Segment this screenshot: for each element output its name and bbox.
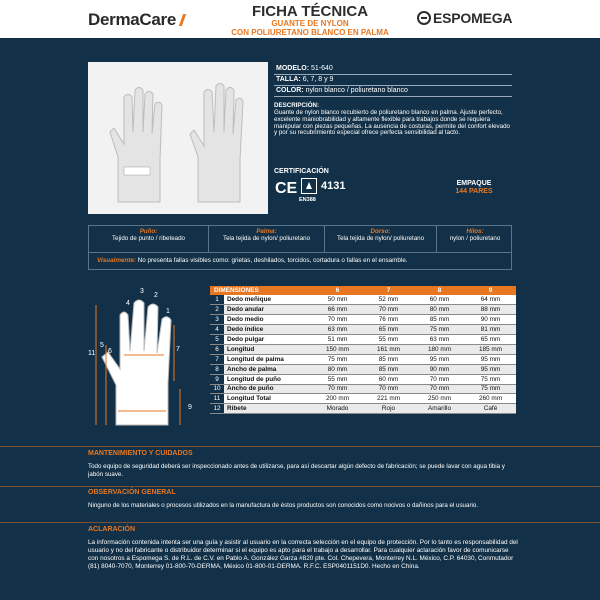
dim-value: 161 mm (363, 344, 414, 354)
dim-value: 70 mm (312, 315, 363, 325)
ce-mark-icon: CE (275, 180, 298, 197)
dim-value: 70 mm (414, 374, 465, 384)
dim-row (210, 364, 516, 374)
dim-index: 6 (210, 344, 224, 354)
dim-name: Dedo meñique (224, 295, 312, 305)
dim-row (210, 325, 516, 335)
dim-value: 65 mm (363, 325, 414, 335)
dim-value: 51 mm (312, 335, 363, 345)
dim-value: 75 mm (465, 374, 516, 384)
spec-color: COLOR: nylon blanco / poliuretano blanco (274, 86, 512, 97)
en388-shield-icon (301, 178, 317, 194)
spec-description: DESCRIPCIÓN: Guante de nylon blanco recubierto de poliuretano blanco en palma. Ajuste perfecto, excelente maniobrabilidad y altamente flexible para trabajos donde se requiera manipular con piezas pequeñas. La ausencia de costuras, permite del confort elevado y por su recubrimiento especial ofrece perfecta sensibilidad al tacto. (274, 102, 510, 137)
dim-value: 221 mm (363, 394, 414, 404)
dim-row (210, 354, 516, 364)
dim-value: 185 mm (465, 344, 516, 354)
dim-value: Amarillo (414, 404, 465, 414)
acl-text: La información contenida intenta ser una guía y asistir al usuario en la correcta selección en el equipo de protección. Por lo tanto es responsabilidad del usuario y no del fabricante o distribuidor determinar si el equipo es apto para el trabajo a desarrollar. Para cualquier aclaración favor de comunicarse con nosotros a Espomega S. de R.L. de C.V. en Pablo A. González Garza #820 pte. Col. Chepevera, Monterrey N.L. México, C.P. 64030, Conmutador (81) 8040-7070, Monterrey 01-800-70-DERMA, México 01-800-01-DERMA. R.F.C. ESP0401151D0. Hecho en China. (88, 539, 518, 570)
hand-label-1: 1 (166, 308, 170, 315)
dim-value: 70 mm (363, 305, 414, 315)
dim-index: 11 (210, 394, 224, 404)
dim-index: 8 (210, 364, 224, 374)
dim-index: 9 (210, 374, 224, 384)
hand-label-10: 10 (138, 414, 146, 421)
dim-index: 7 (210, 354, 224, 364)
dim-name: Dedo pulgar (224, 335, 312, 345)
dim-index: 3 (210, 315, 224, 325)
dim-value: Rojo (363, 404, 414, 414)
dim-value: 63 mm (312, 325, 363, 335)
obs-text: Ninguno de los materiales o procesos utilizados en la manufactura de éstos productos son conocidos como nocivos o dañinos para el usuario. (88, 502, 479, 509)
hand-label-4: 4 (126, 300, 130, 307)
dim-value: 50 mm (312, 295, 363, 305)
dim-row (210, 315, 516, 325)
page-title: FICHA TÉCNICA (251, 3, 369, 20)
dim-name: Longitud Total (224, 394, 312, 404)
dim-value: 66 mm (312, 305, 363, 315)
espomega-logo: ESPOMEGA (417, 10, 512, 26)
dim-value: Morado (312, 404, 363, 414)
dim-value: 95 mm (414, 354, 465, 364)
dim-value: 260 mm (465, 394, 516, 404)
materials-table (88, 225, 512, 270)
dim-value: 55 mm (312, 374, 363, 384)
obs-title: OBSERVACIÓN GENERAL (88, 489, 176, 496)
dim-value: Café (465, 404, 516, 414)
divider (0, 522, 600, 523)
dim-value: 150 mm (312, 344, 363, 354)
dim-value: 180 mm (414, 344, 465, 354)
header (0, 0, 600, 38)
acl-title: ACLARACIÓN (88, 526, 136, 533)
dim-index: 5 (210, 335, 224, 345)
subtitle-1: GUANTE DE NYLON (271, 19, 349, 28)
dim-row (210, 305, 516, 315)
dim-row (210, 374, 516, 384)
mat-hilos: Hilos: nylon / poliuretano (449, 228, 501, 243)
dim-value: 80 mm (414, 305, 465, 315)
dim-value: 200 mm (312, 394, 363, 404)
specs-panel (274, 64, 512, 137)
pack-label: EMPAQUE (456, 180, 492, 187)
divider (0, 486, 600, 487)
dim-name: Dedo medio (224, 315, 312, 325)
hand-measure-icon (88, 285, 206, 433)
divider (0, 446, 600, 447)
dim-value: 81 mm (465, 325, 516, 335)
hand-label-3: 3 (140, 288, 144, 295)
dim-row (210, 384, 516, 394)
visual-inspection: Visualmente: No presenta fallas visibles como: grietas, deshilados, torcidos, cortadura o fallas en el ensamble. (89, 252, 511, 269)
glove-pair-icon (88, 62, 268, 214)
dim-value: 63 mm (414, 335, 465, 345)
dim-value: 90 mm (465, 315, 516, 325)
dimensions-table (210, 286, 516, 414)
dim-value: 80 mm (312, 364, 363, 374)
dim-value: 65 mm (465, 335, 516, 345)
dim-value: 52 mm (363, 295, 414, 305)
dim-value: 250 mm (414, 394, 465, 404)
pack-value: 144 PARES (455, 187, 493, 195)
dim-name: Longitud de puño (224, 374, 312, 384)
dim-header-row: DIMENSIONES 6 7 8 9 (210, 286, 516, 295)
hand-label-11: 11 (88, 350, 96, 357)
dim-value: 55 mm (363, 335, 414, 345)
dim-value: 90 mm (414, 364, 465, 374)
dim-row (210, 295, 516, 305)
hand-label-6: 6 (108, 348, 112, 355)
hand-label-5: 5 (100, 342, 104, 349)
dim-value: 60 mm (363, 374, 414, 384)
dim-name: Dedo índice (224, 325, 312, 335)
dim-value: 85 mm (363, 354, 414, 364)
dim-value: 60 mm (414, 295, 465, 305)
dim-name: Longitud (224, 344, 312, 354)
dim-name: Ancho de palma (224, 364, 312, 374)
dim-name: Ribete (224, 404, 312, 414)
cert-icons (275, 178, 425, 208)
dim-name: Ancho de puño (224, 384, 312, 394)
hand-label-8: 8 (142, 356, 146, 363)
dim-index: 2 (210, 305, 224, 315)
dim-row (210, 335, 516, 345)
dim-value: 70 mm (312, 384, 363, 394)
en-code: EN388 (299, 197, 316, 203)
dim-row (210, 404, 516, 414)
mat-puno: Puño: Tejido de punto / ribeteado (89, 226, 209, 252)
hand-label-9: 9 (188, 404, 192, 411)
dim-value: 70 mm (414, 384, 465, 394)
product-image (88, 62, 268, 214)
dim-index: 10 (210, 384, 224, 394)
subtitle-2: CON POLIURETANO BLANCO EN PALMA (231, 28, 389, 37)
dim-value: 75 mm (465, 384, 516, 394)
spec-talla: TALLA: 6, 7, 8 y 9 (274, 75, 512, 86)
spec-modelo: MODELO: 51-640 (274, 64, 512, 75)
dim-value: 85 mm (414, 315, 465, 325)
mant-text: Todo equipo de seguridad deberá ser inspeccionado antes de utilizarse, para así descartar algún defecto de fabricación; se puede lavar con agua tibia y jabón suave. (88, 463, 505, 478)
dim-index: 1 (210, 295, 224, 305)
dim-row (210, 344, 516, 354)
cert-label: CERTIFICACIÓN (274, 168, 329, 175)
dim-value: 76 mm (363, 315, 414, 325)
dim-row (210, 394, 516, 404)
en388-score: 4131 (321, 180, 346, 192)
mant-title: MANTENIMIENTO Y CUIDADOS (88, 450, 193, 457)
dim-value: 95 mm (465, 364, 516, 374)
dim-value: 95 mm (465, 354, 516, 364)
dim-name: Longitud de palma (224, 354, 312, 364)
header-title-block (195, 4, 425, 37)
dim-index: 4 (210, 325, 224, 335)
hand-label-2: 2 (154, 292, 158, 299)
dim-value: 85 mm (363, 364, 414, 374)
hand-label-7: 7 (176, 346, 180, 353)
dim-value: 64 mm (465, 295, 516, 305)
mat-dorso: Dorso: Tela tejida de nylon/ poliuretano (325, 226, 437, 252)
hand-diagram (88, 285, 206, 433)
mat-palma: Palma: Tela tejida de nylon/ poliuretano (209, 226, 325, 252)
dermacare-logo: DermaCare (88, 10, 184, 30)
dim-value: 70 mm (363, 384, 414, 394)
dim-index: 12 (210, 404, 224, 414)
espomega-mark-icon (417, 11, 431, 25)
pack-info (444, 180, 504, 195)
dim-value: 75 mm (312, 354, 363, 364)
dim-name: Dedo anular (224, 305, 312, 315)
dim-value: 75 mm (414, 325, 465, 335)
dim-value: 88 mm (465, 305, 516, 315)
